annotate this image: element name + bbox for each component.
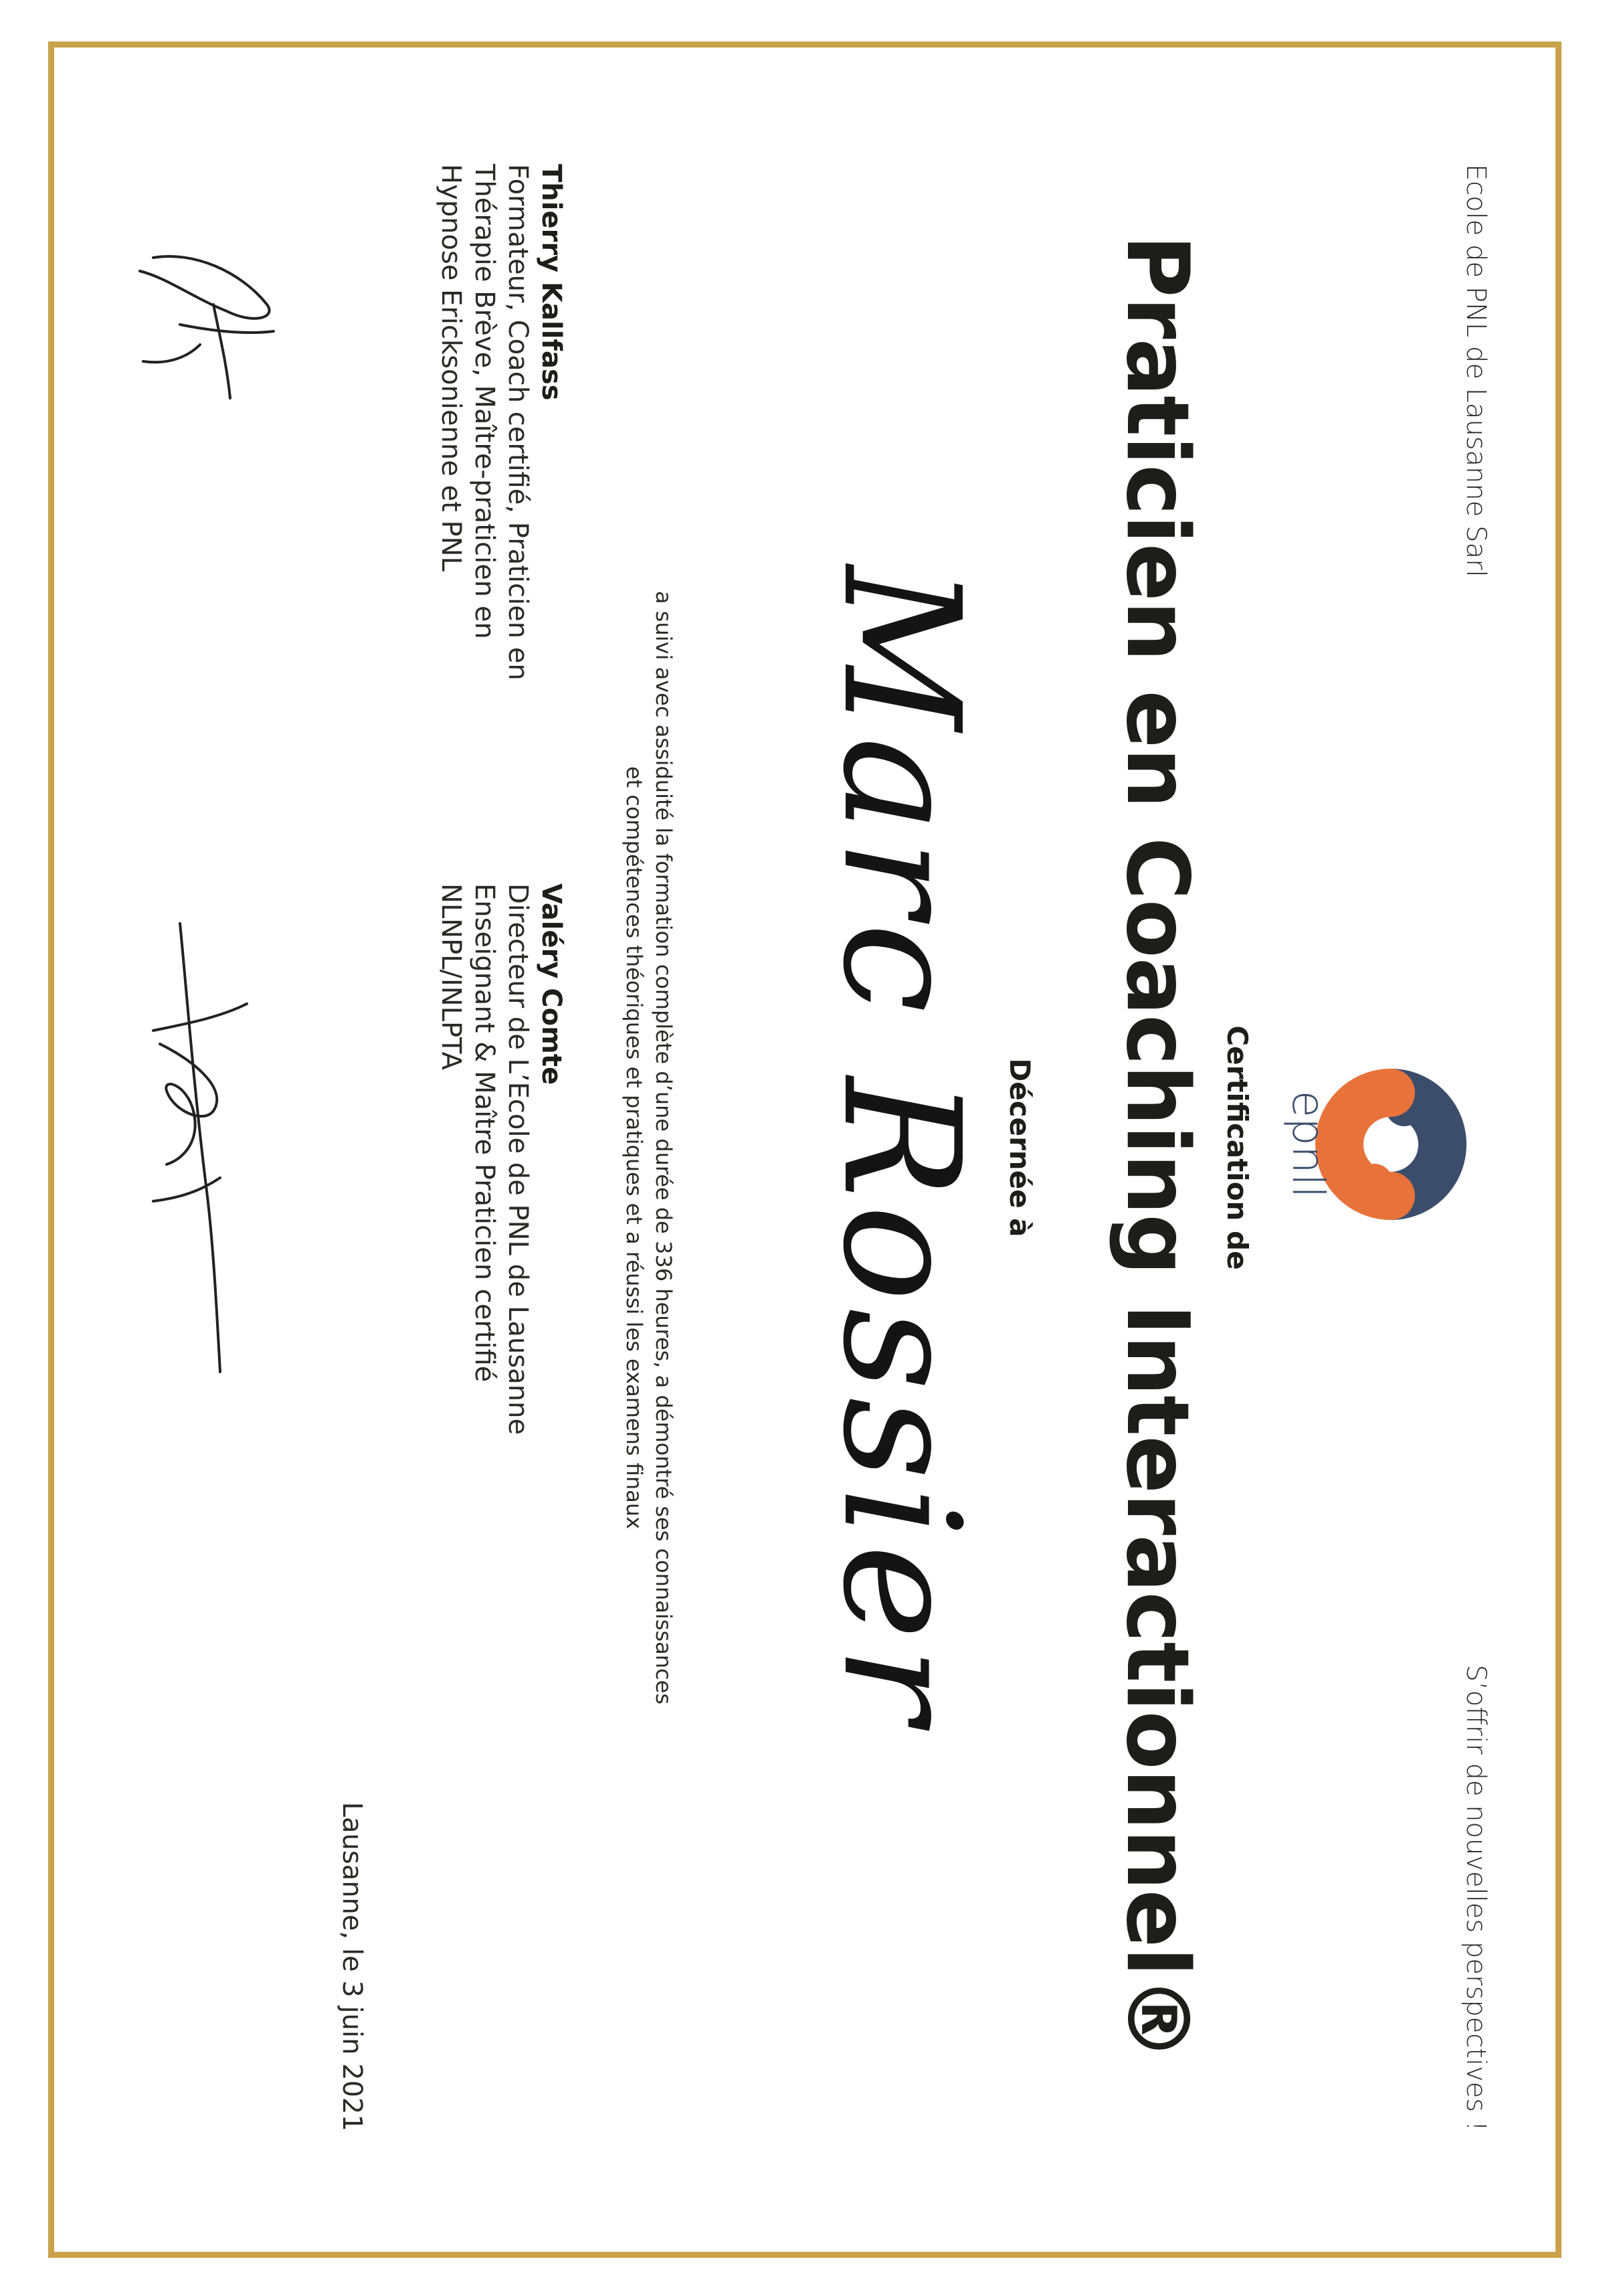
- school-name: Ecole de PNL de Lausanne Sarl: [1460, 164, 1491, 578]
- signatory-title-line: Enseignant & Maître Praticien certifié: [469, 883, 500, 1383]
- signatory-title-line: Hypnose Ericksonienne et PNL: [436, 164, 466, 571]
- certificate-title: Praticien en Coaching Interactionnel®: [1107, 234, 1207, 2061]
- signature-kallfass: [126, 231, 294, 432]
- certificate-description: [620, 345, 678, 1951]
- school-motto: S’offrir de nouvelles perspectives !: [1460, 1664, 1491, 2131]
- description-line-1: a suivi avec assiduité la formation complète d’une durée de 336 heures, a démontré ses connaissances: [651, 591, 676, 1704]
- signatory-title-line: Thérapie Brève, Maître-praticien en: [469, 164, 500, 639]
- signatory-name: Valéry Comte: [536, 883, 567, 1085]
- signatory-title-line: Formateur, Coach certifié, Praticien en: [502, 164, 533, 681]
- description-line-2: et compétences théoriques et pratiques et a réussi les examens finaux: [622, 766, 647, 1530]
- signatory-2: [434, 883, 568, 1486]
- logo-wordmark: epnll: [1282, 1090, 1334, 1199]
- recipient-name: Marc Rossier: [807, 565, 995, 1730]
- epnll-logo-icon: [1282, 1014, 1491, 1275]
- certificate: [73, 77, 1545, 2218]
- signatory-name: Thierry Kallfass: [536, 164, 567, 401]
- signatory-title-line: Directeur de L’Ecole de PNL de Lausanne: [502, 883, 533, 1435]
- signatory-title-line: NLNPL/INLPTA: [436, 883, 466, 1070]
- signatory-1: [434, 164, 568, 766]
- certification-label: Certification de: [1221, 1025, 1254, 1270]
- signature-comte: [120, 910, 287, 1379]
- place-and-date: Lausanne, le 3 juin 2021: [337, 1801, 367, 2131]
- awarded-to-label: Décernée à: [1004, 1058, 1036, 1237]
- epnll-logo: [1282, 1014, 1491, 1275]
